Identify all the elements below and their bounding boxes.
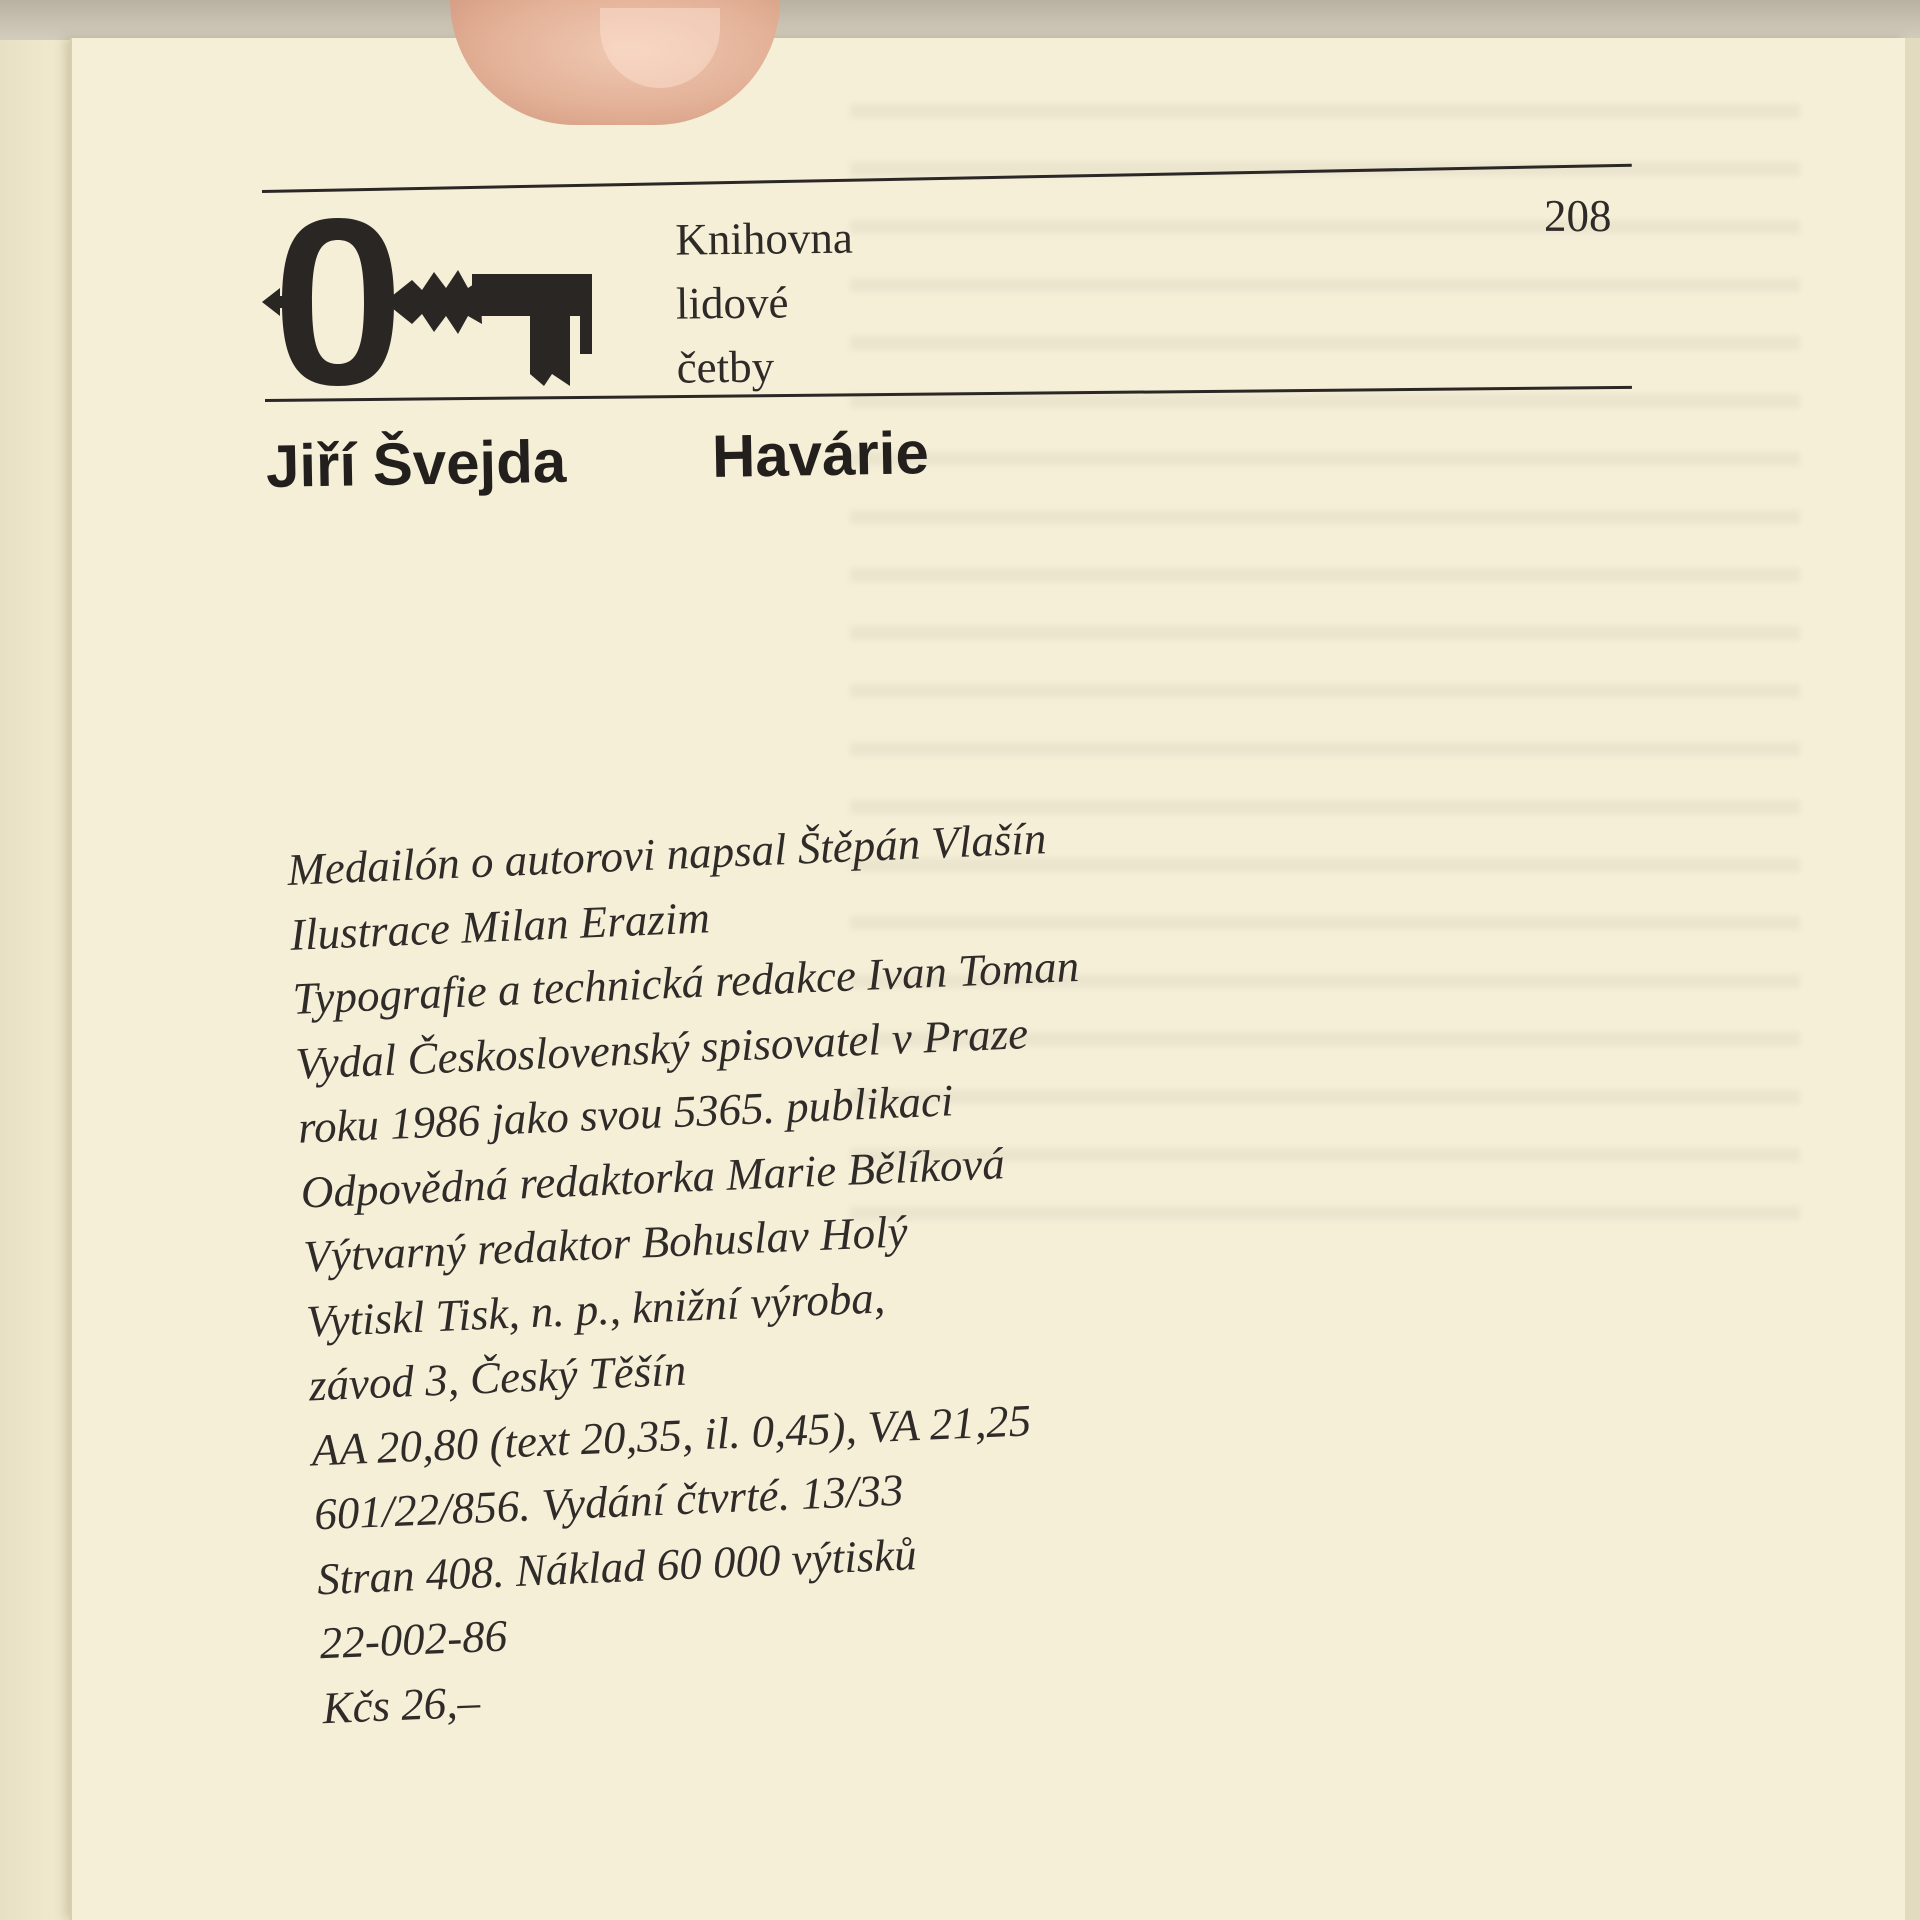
author-name: Jiří Švejda xyxy=(265,427,567,500)
series-name xyxy=(675,204,977,399)
imprint-line: Stran 408. Náklad 60 000 výtisků xyxy=(316,1528,918,1604)
imprint-line: 601/22/856. Vydání čtvrté. 13/33 xyxy=(313,1464,905,1540)
imprint-line: Ilustrace Milan Erazim xyxy=(288,891,711,960)
imprint-line: Vytiskl Tisk, n. p., knižní výroba, xyxy=(305,1271,886,1347)
imprint-block xyxy=(286,790,1473,1740)
imprint-line: Vydal Československý spisovatel v Praze xyxy=(294,1007,1030,1089)
series-name-line: Knihovna xyxy=(675,212,854,265)
key-icon xyxy=(262,210,602,390)
imprint-line: Výtvarný redaktor Bohuslav Holý xyxy=(302,1206,909,1282)
imprint-line: Odpovědná redaktorka Marie Bělíková xyxy=(299,1137,1006,1218)
book-title: Havárie xyxy=(711,419,930,490)
imprint-line: 22-002-86 xyxy=(318,1610,509,1669)
series-number: 208 xyxy=(1544,191,1612,241)
series-name-line: lidové xyxy=(675,277,789,329)
imprint-line: AA 20,80 (text 20,35, il. 0,45), VA 21,25 xyxy=(310,1394,1032,1475)
imprint-line: roku 1986 jako svou 5365. publikaci xyxy=(297,1075,955,1153)
imprint-line: Kčs 26,– xyxy=(321,1676,481,1733)
imprint-line: Medailón o autorovi napsal Štěpán Vlašín xyxy=(286,813,1048,895)
imprint-line: závod 3, Český Těšín xyxy=(307,1344,688,1411)
series-name-line: četby xyxy=(676,341,775,393)
imprint-line: Typografie a technická redakce Ivan Toman xyxy=(291,940,1080,1024)
right-page-edge xyxy=(1905,38,1920,1920)
